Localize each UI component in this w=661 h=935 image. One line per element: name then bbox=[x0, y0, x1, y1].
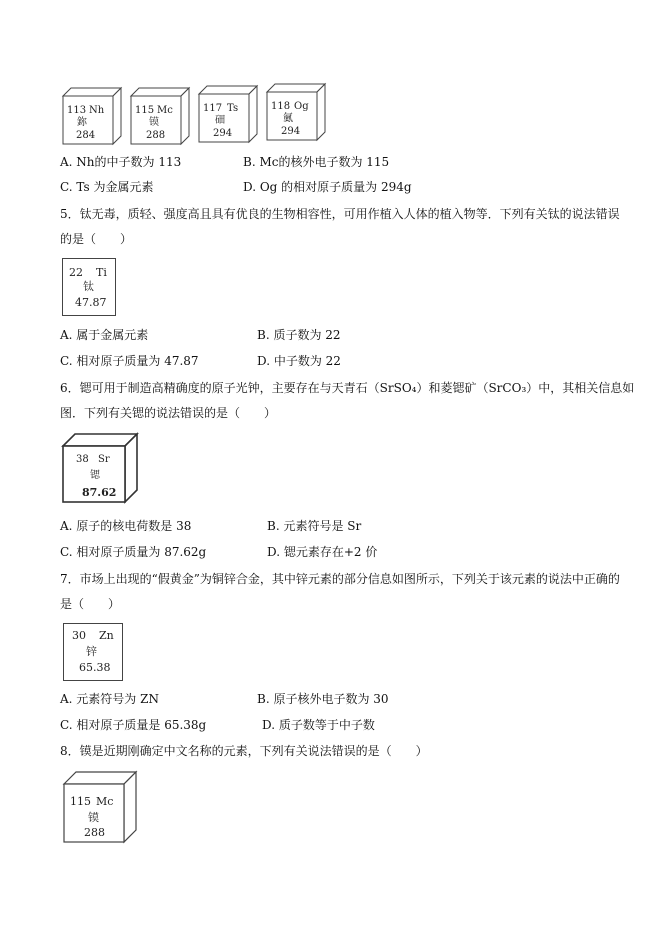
atomic-number: 38 bbox=[76, 454, 89, 465]
element-card-ts bbox=[199, 84, 259, 144]
q6-option-c: C. 相对原子质量为 87.62g bbox=[60, 545, 207, 559]
element-symbol: Ts bbox=[227, 103, 239, 114]
atomic-number: 113 bbox=[67, 105, 87, 116]
element-symbol: Mc bbox=[157, 105, 173, 116]
element-card-mc-q8 bbox=[64, 770, 138, 844]
q5-option-a: A. 属于金属元素 bbox=[60, 328, 149, 342]
element-card-ti bbox=[62, 258, 116, 316]
element-symbol: Zn bbox=[99, 629, 114, 642]
element-name: 钛 bbox=[83, 280, 94, 293]
element-name: 锶 bbox=[90, 470, 100, 481]
q7-option-b: B. 原子核外电子数为 30 bbox=[257, 692, 389, 706]
element-name: 鉨 bbox=[77, 117, 87, 128]
element-symbol: Mc bbox=[96, 795, 114, 808]
element-name: 镆 bbox=[149, 117, 159, 128]
element-name: 锌 bbox=[86, 645, 97, 658]
q4-option-d: D. Og 的相对原子质量为 294g bbox=[243, 180, 412, 194]
q4-option-b: B. Mc的核外电子数为 115 bbox=[243, 155, 390, 169]
q5-option-b: B. 质子数为 22 bbox=[257, 328, 341, 342]
atomic-mass: 65.38 bbox=[79, 661, 111, 674]
element-card-nh bbox=[63, 86, 123, 146]
q5-option-c: C. 相对原子质量为 47.87 bbox=[60, 354, 199, 368]
q7-stem-line1: 7．市场上出现的“假黄金”为铜锌合金，其中锌元素的部分信息如图所示，下列关于该元素的说法中正确的 bbox=[60, 572, 620, 586]
q7-option-d: D. 质子数等于中子数 bbox=[262, 718, 375, 732]
element-symbol: Sr bbox=[98, 454, 110, 465]
q7-stem-line2: 是（ ） bbox=[60, 597, 121, 611]
atomic-mass: 294 bbox=[213, 128, 233, 139]
atomic-mass: 47.87 bbox=[75, 296, 107, 309]
atomic-number: 117 bbox=[203, 103, 223, 114]
q5-option-d: D. 中子数为 22 bbox=[257, 354, 341, 368]
atomic-mass: 284 bbox=[76, 130, 96, 141]
q5-stem-line2: 的是（ ） bbox=[60, 232, 133, 246]
atomic-number: 22 bbox=[69, 266, 83, 279]
atomic-number: 115 bbox=[135, 105, 155, 116]
element-name: 鿬 bbox=[215, 115, 225, 126]
q5-stem-line1: 5．钛无毒，质轻、强度高且具有优良的生物相容性，可用作植入人体的植入物等．下列有关钛的说法错误 bbox=[60, 207, 620, 221]
q7-option-c: C. 相对原子质量是 65.38g bbox=[60, 718, 207, 732]
atomic-number: 115 bbox=[70, 795, 91, 808]
atomic-mass: 288 bbox=[146, 130, 166, 141]
q6-stem-line1: 6．锶可用于制造高精确度的原子光钟，主要存在与天青石（SrSO₄）和菱锶矿（SrCO₃）中，其相关信息如 bbox=[60, 381, 635, 395]
atomic-mass: 294 bbox=[281, 126, 301, 137]
q6-option-b: B. 元素符号是 Sr bbox=[267, 519, 362, 533]
atomic-mass: 87.62 bbox=[82, 486, 117, 499]
element-card-mc bbox=[131, 86, 191, 146]
q4-option-c: C. Ts 为金属元素 bbox=[60, 180, 154, 194]
element-card-sr bbox=[63, 432, 139, 504]
element-symbol: Ti bbox=[96, 266, 107, 279]
q6-stem-line2: 图．下列有关锶的说法错误的是（ ） bbox=[60, 406, 277, 420]
q4-option-a: A. Nh的中子数为 113 bbox=[60, 155, 182, 169]
q7-option-a: A. 元素符号为 ZN bbox=[60, 692, 159, 706]
element-name: 鿫 bbox=[283, 113, 293, 124]
element-card-og bbox=[267, 82, 327, 142]
element-symbol: Nh bbox=[89, 105, 105, 116]
atomic-number: 118 bbox=[271, 101, 291, 112]
q6-option-a: A. 原子的核电荷数是 38 bbox=[60, 519, 192, 533]
atomic-mass: 288 bbox=[84, 826, 105, 839]
element-name: 镆 bbox=[88, 811, 99, 824]
q8-stem: 8．镆是近期刚确定中文名称的元素，下列有关说法错误的是（ ） bbox=[60, 744, 428, 758]
atomic-number: 30 bbox=[72, 629, 86, 642]
q6-option-d: D. 锶元素存在+2 价 bbox=[267, 545, 378, 559]
element-card-zn bbox=[63, 623, 123, 681]
element-symbol: Og bbox=[294, 101, 309, 112]
